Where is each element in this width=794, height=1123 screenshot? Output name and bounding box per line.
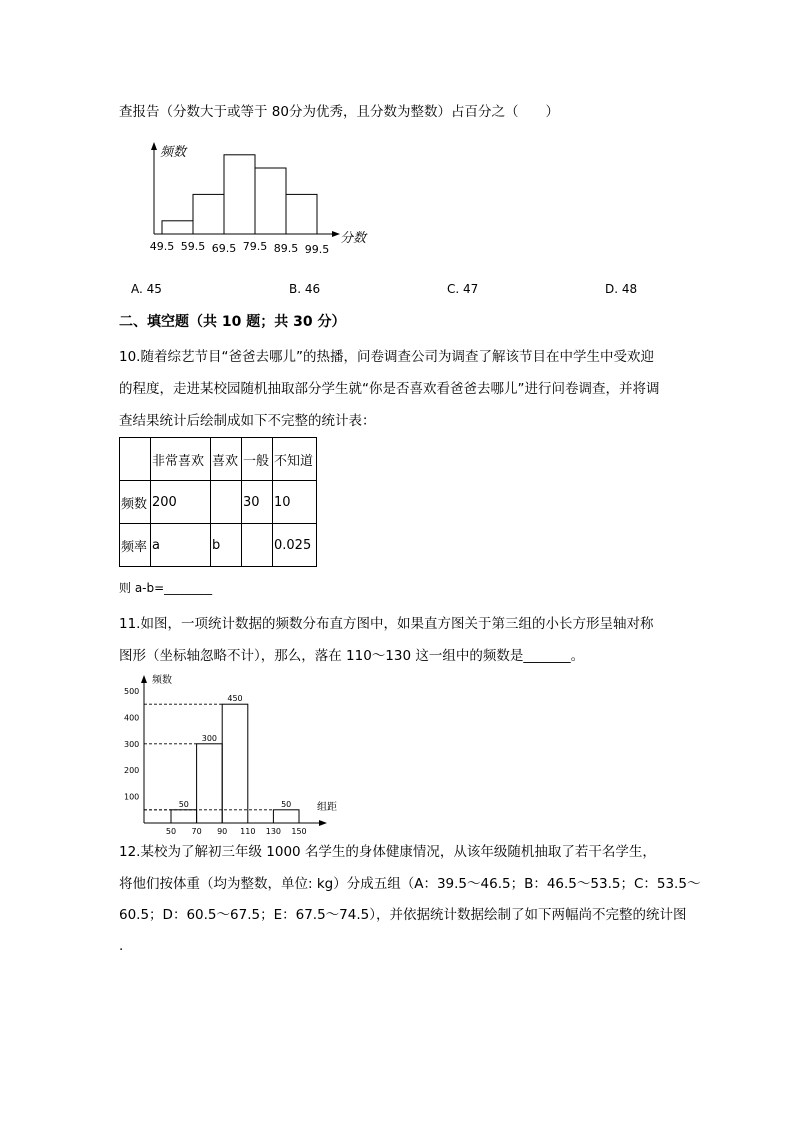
q11-bar-value-label: 50	[281, 799, 292, 809]
q9-option-d[interactable]: D. 48	[605, 282, 638, 296]
q9-x-tick-label: 89.5	[273, 242, 299, 255]
q11-x-axis-label: 组距	[317, 802, 337, 813]
table-row	[120, 524, 317, 567]
q9-bar	[162, 221, 193, 234]
q11-x-tick-label: 90	[217, 827, 228, 836]
table-row	[120, 438, 317, 481]
q11-line-2: 图形（坐标轴忽略不计），那么，落在 110～130 这一组中的频数是_______。	[119, 648, 585, 664]
q9-x-tick-label: 79.5	[242, 240, 268, 253]
q9-histogram	[140, 138, 380, 260]
q11-x-tick-label: 130	[265, 827, 282, 836]
q11-bar-value-label: 50	[178, 799, 189, 809]
q11-x-tick-label: 110	[240, 827, 256, 836]
q9-x-tick-label: 49.5	[149, 240, 175, 253]
q10-line-2: 的程度，走进某校园随机抽取部分学生就“你是否喜欢看爸爸去哪儿”进行问卷调查，并将调	[119, 381, 660, 397]
q9-option-a[interactable]: A. 45	[131, 282, 162, 296]
q11-y-axis-label: 频数	[152, 675, 172, 686]
q11-y-tick-label: 100	[124, 792, 140, 802]
q11-histogram	[118, 670, 348, 840]
q11-bar	[197, 744, 223, 823]
q11-bar	[222, 704, 248, 823]
q11-y-tick-label: 400	[124, 713, 140, 723]
q11-y-tick-label: 300	[124, 739, 140, 749]
table-cell: 频数	[120, 481, 151, 524]
q11-line-1: 11.如图，一项统计数据的频数分布直方图中，如果直方图关于第三组的小长方形呈轴对称	[119, 616, 654, 632]
q11-bar-value-label: 450	[227, 694, 243, 704]
q9-option-b[interactable]: B. 46	[289, 282, 321, 296]
q9-x-tick-label: 99.5	[304, 243, 330, 256]
q10-line-1: 10.随着综艺节目“爸爸去哪儿”的热播，问卷调查公司为调查了解该节目在中学生中受欢迎	[119, 349, 654, 365]
q10-stat-table	[119, 437, 317, 567]
q11-y-tick-label: 200	[124, 766, 140, 776]
q10-line-3: 查结果统计后绘制成如下不完整的统计表：	[119, 413, 376, 429]
q9-x-tick-label: 59.5	[180, 240, 206, 253]
q9-bar	[255, 168, 286, 234]
q9-option-c[interactable]: C. 47	[447, 282, 479, 296]
q11-y-tick-label: 500	[124, 687, 140, 696]
q11-bar-value-label: 300	[201, 733, 218, 743]
q9-y-axis-label: 频数	[160, 145, 187, 160]
table-row	[120, 481, 317, 524]
table-cell: 30	[242, 481, 273, 524]
table-cell: 0.025	[273, 524, 317, 567]
q11-bar	[273, 810, 299, 823]
table-cell: 喜欢	[211, 438, 242, 481]
table-cell: 200	[151, 481, 211, 524]
q9-bar	[193, 194, 224, 234]
q12-line-1: 12.某校为了解初三年级 1000 名学生的身体健康情况，从该年级随机抽取了若干名学生，	[119, 844, 656, 860]
table-cell	[242, 524, 273, 567]
table-cell: 不知道	[273, 438, 317, 481]
q9-x-axis-label: 分数	[340, 231, 367, 246]
q12-line-4: .	[119, 938, 124, 954]
q9-bar	[286, 194, 317, 234]
table-cell: 频率	[120, 524, 151, 567]
section-heading: 二、填空题（共 10 题；共 30 分）	[119, 314, 346, 330]
q11-x-tick-label: 150	[291, 827, 307, 836]
q12-line-3: 60.5；D：60.5～67.5；E：67.5～74.5），并依据统计数据绘制了如下两幅尚不完整的统计图	[119, 907, 687, 923]
q11-x-tick-label: 50	[165, 827, 177, 836]
table-cell	[211, 481, 242, 524]
q11-bar	[171, 810, 197, 823]
q9-x-tick-label: 69.5	[211, 242, 237, 255]
table-cell: a	[151, 524, 211, 567]
q12-line-2: 将他们按体重（均为整数，单位: kg）分成五组（A：39.5～46.5；B：46.5～53.5；C：53.5～	[119, 876, 701, 892]
table-cell: 一般	[242, 438, 273, 481]
table-cell: 10	[273, 481, 317, 524]
q9-bar	[224, 155, 255, 234]
q9-stem-tail: 查报告（分数大于或等于 80分为优秀，且分数为整数）占百分之（ ）	[119, 104, 559, 120]
table-cell: 非常喜欢	[151, 438, 211, 481]
table-cell	[120, 438, 151, 481]
table-cell: b	[211, 524, 242, 567]
q11-x-tick-label: 70	[191, 827, 202, 836]
q10-answer-line: 则 a-b=________	[119, 581, 213, 595]
